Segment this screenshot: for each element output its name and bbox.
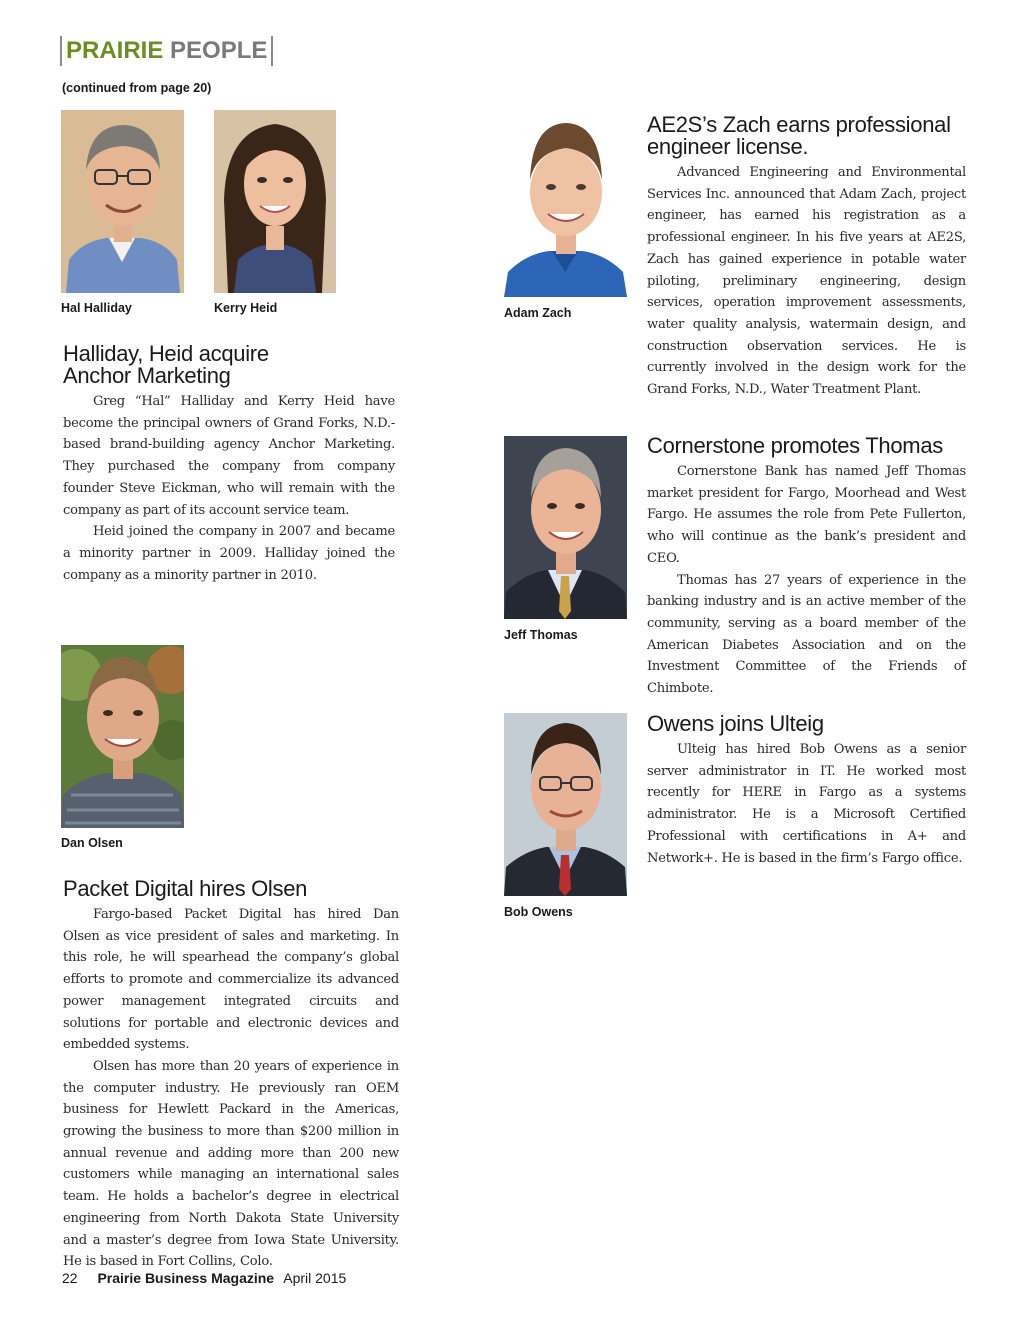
kerry-heid-photo [214,110,336,293]
page-number: 22 [62,1270,78,1286]
section-label [60,36,273,66]
magazine-name: Prairie Business Magazine [97,1270,275,1286]
adam-zach-photo [504,114,627,297]
continued-note: (continued from page 20) [62,81,212,95]
story-ae2s-paragraph-1: Advanced Engineering and Environmental Services Inc. announced that Adam Zach, project engineer, has earned his registration as a professional engineer. In his five years at AE2S, Zach has gained experience in potable water piloting, preliminary engineering, design services, operation improvement assessments, water quality analysis, watermain design, and construction observation services. He is currently involved in the design work for the Grand Forks, N.D., Water Treatment Plant. [647,165,966,398]
story-ae2s-headline-line1: AE2S’s Zach earns professional [647,112,951,137]
story-cornerstone [647,435,966,700]
story-ulteig-headline: Owens joins Ulteig [647,711,824,736]
jeff-thomas-caption: Jeff Thomas [504,628,578,642]
story-ae2s-headline-line2: engineer license. [647,134,809,159]
story-anchor-headline-line1: Halliday, Heid acquire [63,341,269,366]
story-ulteig-paragraph-1: Ulteig has hired Bob Owens as a senior server administrator in IT. He worked most recently for HERE in Fargo as a systems administrator. He is a Microsoft Certified Professional with certifications in A+ and Network+. He is based in the firm’s Fargo office. [647,742,966,866]
dan-olsen-photo [61,645,184,828]
story-cornerstone-headline: Cornerstone promotes Thomas [647,433,943,458]
story-packet-paragraph-1: Fargo-based Packet Digital has hired Dan Olsen as vice president of sales and marketing. In this role, he will spearhead the company’s global efforts to promote and commercialize its advanced power management integrated circuits and solutions for portable and electronic devices and embedded systems. [63,907,399,1053]
page-footer [62,1270,346,1286]
dan-olsen-caption: Dan Olsen [61,836,123,850]
story-packet-headline: Packet Digital hires Olsen [63,876,308,901]
jeff-thomas-photo [504,436,627,619]
bob-owens-caption: Bob Owens [504,905,573,919]
section-label-people: PEOPLE [170,37,268,64]
hal-halliday-photo [61,110,184,293]
story-packet-digital [63,878,399,1273]
story-packet-paragraph-2: Olsen has more than 20 years of experience in the computer industry. He previously ran OEM business for Hewlett Packard in the Americas, growing the business to more than $200 million in annual revenue and adding more than 200 new customers while managing an international sales team. He holds a bachelor’s degree in electrical engineering from North Dakota State University and a master’s degree from Iowa State University. He is based in Fort Collins, Colo. [63,1058,399,1270]
bob-owens-photo [504,713,627,896]
story-cornerstone-paragraph-1: Cornerstone Bank has named Jeff Thomas market president for Fargo, Moorhead and West Fargo. He assumes the role from Pete Fullerton, who will continue as the bank’s president and CEO. [647,464,966,566]
issue-date: April 2015 [283,1270,347,1286]
section-label-prairie: PRAIRIE [66,37,164,64]
story-ae2s-zach [647,114,966,401]
story-anchor-paragraph-1: Greg “Hal” Halliday and Kerry Heid have become the principal owners of Grand Forks, N.D.-based brand-building agency Anchor Marketing. They purchased the company from company founder Steve Eickman, who will remain with the company as part of its account service team. [63,394,395,518]
story-anchor-headline-line2: Anchor Marketing [63,363,231,388]
adam-zach-caption: Adam Zach [504,306,572,320]
story-anchor-marketing [63,343,395,586]
kerry-heid-caption: Kerry Heid [214,301,278,315]
story-cornerstone-paragraph-2: Thomas has 27 years of experience in the banking industry and is an active member of the community, serving as a board member of the American Diabetes Association and on the Investment Committee of the Friends of Chimbote. [647,572,966,697]
story-ae2s-headline [647,114,966,158]
story-ulteig [647,713,966,869]
story-anchor-headline [63,343,395,387]
hal-halliday-caption: Hal Halliday [61,301,132,315]
story-anchor-paragraph-2: Heid joined the company in 2007 and became a minority partner in 2009. Halliday joined the company as a minority partner in 2010. [63,524,395,583]
